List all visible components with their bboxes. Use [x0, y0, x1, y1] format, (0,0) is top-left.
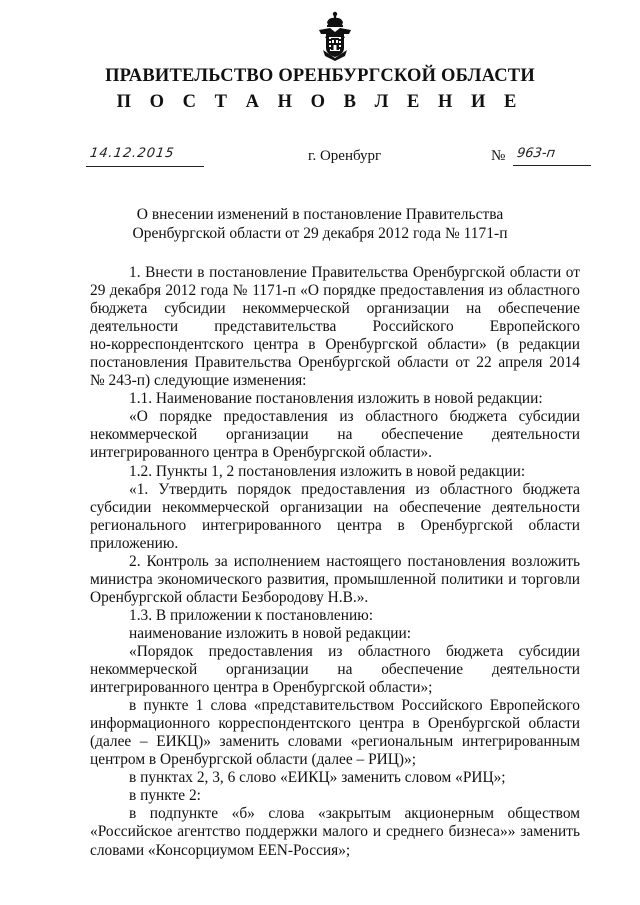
- body-line: интегрированного центра в Оренбургской области»;: [90, 679, 433, 697]
- body-line: наименование изложить в новой редакции:: [129, 624, 412, 642]
- body-line: деятельности представительства Российского Европейского: [90, 318, 580, 336]
- subject-line: О внесении изменений в постановление Правительства: [136, 206, 504, 223]
- body-line: некоммерческой организации на обеспечение деятельности: [90, 661, 580, 679]
- body-line: «О порядке предоставления из областного бюджета субсидии: [129, 408, 580, 426]
- body-line: в пункте 1 слова «представительством Российского Европейского: [129, 697, 580, 715]
- body-line: приложению.: [90, 534, 179, 552]
- body-line: 29 декабря 2012 года № 1171-п «О порядке предоставления из областного: [90, 282, 580, 300]
- body-line: «Порядок предоставления из областного бюджета субсидии: [129, 642, 580, 660]
- document-date: 14.12.2015: [88, 146, 176, 161]
- body-line: Оренбургской области Безбородову Н.В.».: [90, 588, 369, 606]
- body-line: в подпункте «б» слова «закрытым акционерным обществом: [129, 805, 580, 823]
- subject-line: Оренбургской области от 29 декабря 2012 года № 1171-п: [132, 225, 508, 242]
- body-line: «1. Утвердить порядок предоставления из областного бюджета: [129, 480, 580, 498]
- number-underline: [513, 165, 591, 166]
- body-line: 2. Контроль за исполнением настоящего постановления возложить: [129, 552, 580, 570]
- body-line: постановления Правительства Оренбургской области от 22 апреля 2014: [90, 354, 580, 372]
- document-body: [90, 264, 580, 860]
- body-line: субсидии некоммерческой организации на обеспечение деятельности: [90, 498, 580, 516]
- body-line: 1. Внести в постановление Правительства Оренбургской области от: [129, 264, 580, 281]
- body-line: «Российское агентство поддержки малого и среднего бизнеса»» заменить: [90, 823, 580, 841]
- body-line: регионального интегрированного центра в Оренбургской области: [90, 516, 580, 534]
- body-line: 1.2. Пункты 1, 2 постановления изложить в новой редакции:: [129, 462, 526, 480]
- document-date-field: [86, 146, 204, 167]
- body-line: в пункте 2:: [129, 787, 201, 805]
- body-line: некоммерческой организации на обеспечение деятельности: [90, 426, 580, 444]
- body-line: (далее – ЕИКЦ)» заменить словами «региональным интегрированным: [90, 733, 580, 751]
- number-sign: №: [491, 148, 506, 164]
- government-name: ПРАВИТЕЛЬСТВО ОРЕНБУРГСКОЙ ОБЛАСТИ: [105, 66, 535, 86]
- document-number: 963-п: [515, 146, 557, 161]
- body-line: 1.1. Наименование постановления изложить в новой редакции:: [129, 390, 543, 408]
- document-type: П О С Т А Н О В Л Е Н И Е: [116, 92, 524, 112]
- body-line: бюджета субсидии некоммерческой организации на обеспечение: [90, 300, 580, 318]
- coat-of-arms-icon: [317, 10, 353, 62]
- body-line: министра экономического развития, промышленной политики и торговли: [90, 570, 580, 588]
- body-line: в пунктах 2, 3, 6 слово «ЕИКЦ» заменить словом «РИЦ»;: [129, 769, 506, 787]
- document-city: г. Оренбург: [308, 148, 382, 164]
- body-line: но-корреспондентского центра в Оренбургской области» (в редакции: [90, 336, 580, 354]
- body-line: 1.3. В приложении к постановлению:: [129, 606, 373, 624]
- document-subject: [0, 205, 640, 243]
- document-number-field: [491, 146, 591, 166]
- body-line: словами «Консорциумом EEN-Россия»;: [90, 841, 351, 859]
- body-line: № 243-п) следующие изменения:: [90, 372, 307, 390]
- body-line: интегрированного центра в Оренбургской области».: [90, 444, 433, 462]
- body-line: информационного корреспондентского центра в Оренбургской области: [90, 715, 580, 733]
- body-line: центром в Оренбургской области (далее – РИЦ)»;: [90, 751, 416, 769]
